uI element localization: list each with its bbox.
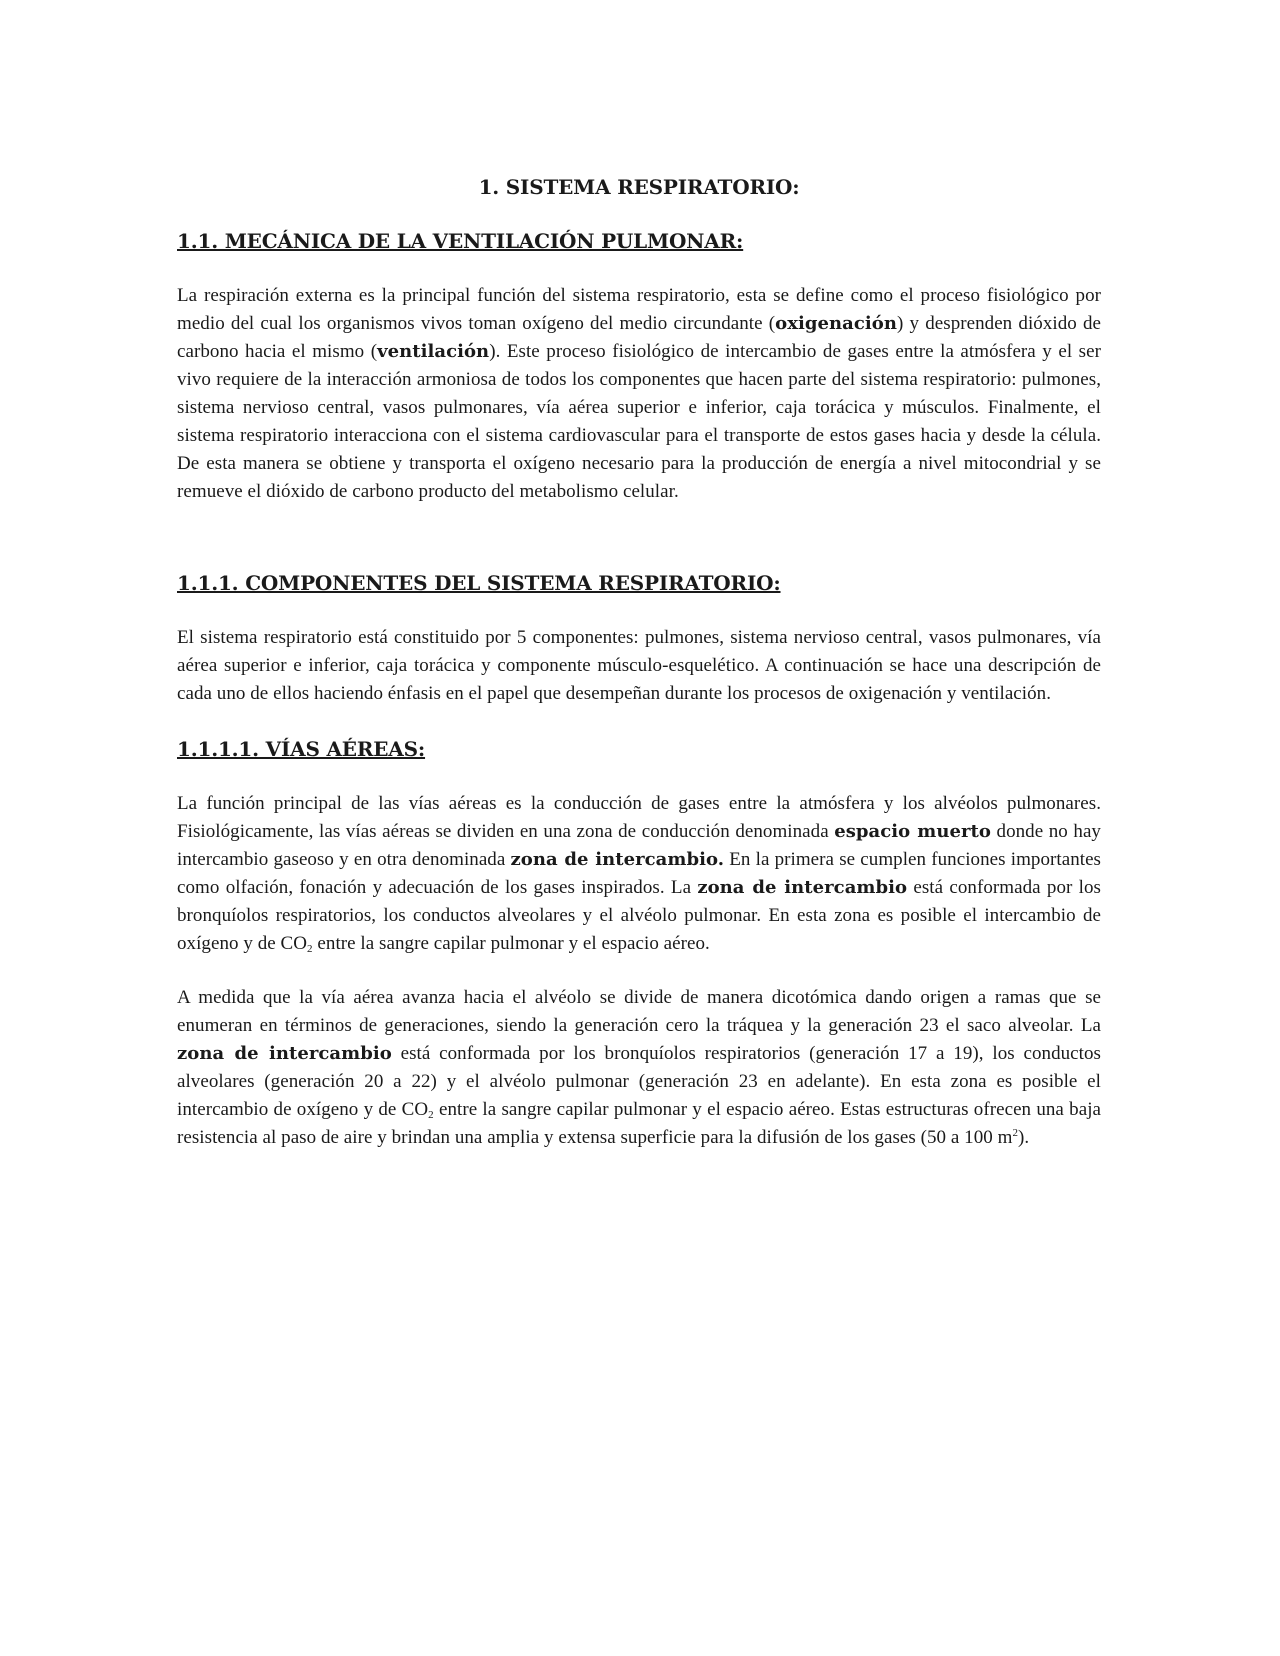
section-title-componentes: 1.1.1. COMPONENTES DEL SISTEMA RESPIRATORIO:: [177, 571, 781, 595]
text-run: A medida que la vía aérea avanza hacia el alvéolo se divide de manera dicotómica dando origen a ramas que se enumeran en términos de generaciones, siendo la generación cero la tráquea y la generación 23 el saco alveolar. La: [177, 987, 1101, 1036]
text-run: La respiración externa es la principal función del sistema respiratorio, esta se define como el proceso fisiológico por medio del cual los organismos vivos toman oxígeno del medio circundante (: [177, 285, 1101, 334]
bold-term-espacio-muerto: espacio muerto: [834, 821, 991, 842]
text-run: En la primera se cumplen funciones importantes como olfación, fonación y adecuación de los gases inspirados. La: [177, 849, 1101, 898]
section-title-mecanica: 1.1. MECÁNICA DE LA VENTILACIÓN PULMONAR:: [177, 229, 744, 253]
section-title-vias-aereas: 1.1.1.1. VÍAS AÉREAS:: [177, 737, 426, 761]
paragraph-componentes: El sistema respiratorio está constituido por 5 componentes: pulmones, sistema nervioso central, vasos pulmonares, vía aérea superior e inferior, caja torácica y componente músculo-esquelético. A continuación se hace una descripción de cada uno de ellos haciendo énfasis en el papel que desempeñan durante los procesos de oxigenación y ventilación.: [177, 627, 1101, 704]
text-run: La función principal de las vías aéreas es la conducción de gases entre la atmósfera y los alvéolos pulmonares. Fisiológicamente, las vías aéreas se dividen en una zona de conducción denominada: [177, 793, 1101, 842]
text-run: ). Este proceso fisiológico de intercambio de gases entre la atmósfera y el ser vivo requiere de la interacción armoniosa de todos los componentes que hacen parte del sistema respiratorio: pulmones, sistema nervioso central, vasos pulmonares, vía aérea superior e inferior, caja torácica y músculos. Finalmente, el sistema respiratorio interacciona con el sistema cardiovascular para el transporte de estos gases hacia y desde la célula. De esta manera se obtiene y transporta el oxígeno necesario para la producción de energía a nivel mitocondrial y se remueve el dióxido de carbono producto del metabolismo celular.: [177, 341, 1101, 502]
text-run: donde no hay intercambio gaseoso y en otra denominada: [177, 821, 1101, 870]
superscript: 2: [1012, 1127, 1019, 1139]
text-run: ) y desprenden dióxido de carbono hacia el mismo (: [177, 313, 1101, 362]
text-run: entre la sangre capilar pulmonar y el espacio aéreo. Estas estructuras ofrecen una baja resistencia al paso de aire y brindan una amplia y extensa superficie para la difusión de los gases (50 a 100 m: [177, 1099, 1102, 1148]
paragraph-respiracion-externa: [177, 282, 1101, 506]
bold-term-zona-intercambio: zona de intercambio.: [510, 849, 725, 870]
subscript: 2: [428, 1109, 434, 1121]
subscript: 2: [307, 943, 313, 955]
text-run: está conformada por los bronquíolos respiratorios, los conductos alveolares y el alvéolo pulmonar. En esta zona es posible el intercambio de oxígeno y de CO: [177, 877, 1101, 954]
text-run: entre la sangre capilar pulmonar y el espacio aéreo.: [312, 933, 710, 954]
paragraph-funcion-vias-aereas: [177, 790, 1101, 958]
bold-term-oxigenacion: oxigenación: [775, 313, 897, 334]
document-page: [177, 172, 1101, 1152]
text-run: ).: [1018, 1127, 1030, 1148]
paragraph-generaciones: [177, 984, 1101, 1152]
text-run: está conformada por los bronquíolos respiratorios (generación 17 a 19), los conductos alveolares (generación 20 a 22) y el alvéolo pulmonar (generación 23 en adelante). En esta zona es posible el intercambio de oxígeno y de CO: [177, 1043, 1101, 1120]
bold-term-zona-intercambio: zona de intercambio: [697, 877, 908, 898]
bold-term-ventilacion: ventilación: [377, 341, 490, 362]
chapter-title: 1. SISTEMA RESPIRATORIO:: [478, 175, 800, 199]
bold-term-zona-intercambio: zona de intercambio: [177, 1043, 392, 1064]
